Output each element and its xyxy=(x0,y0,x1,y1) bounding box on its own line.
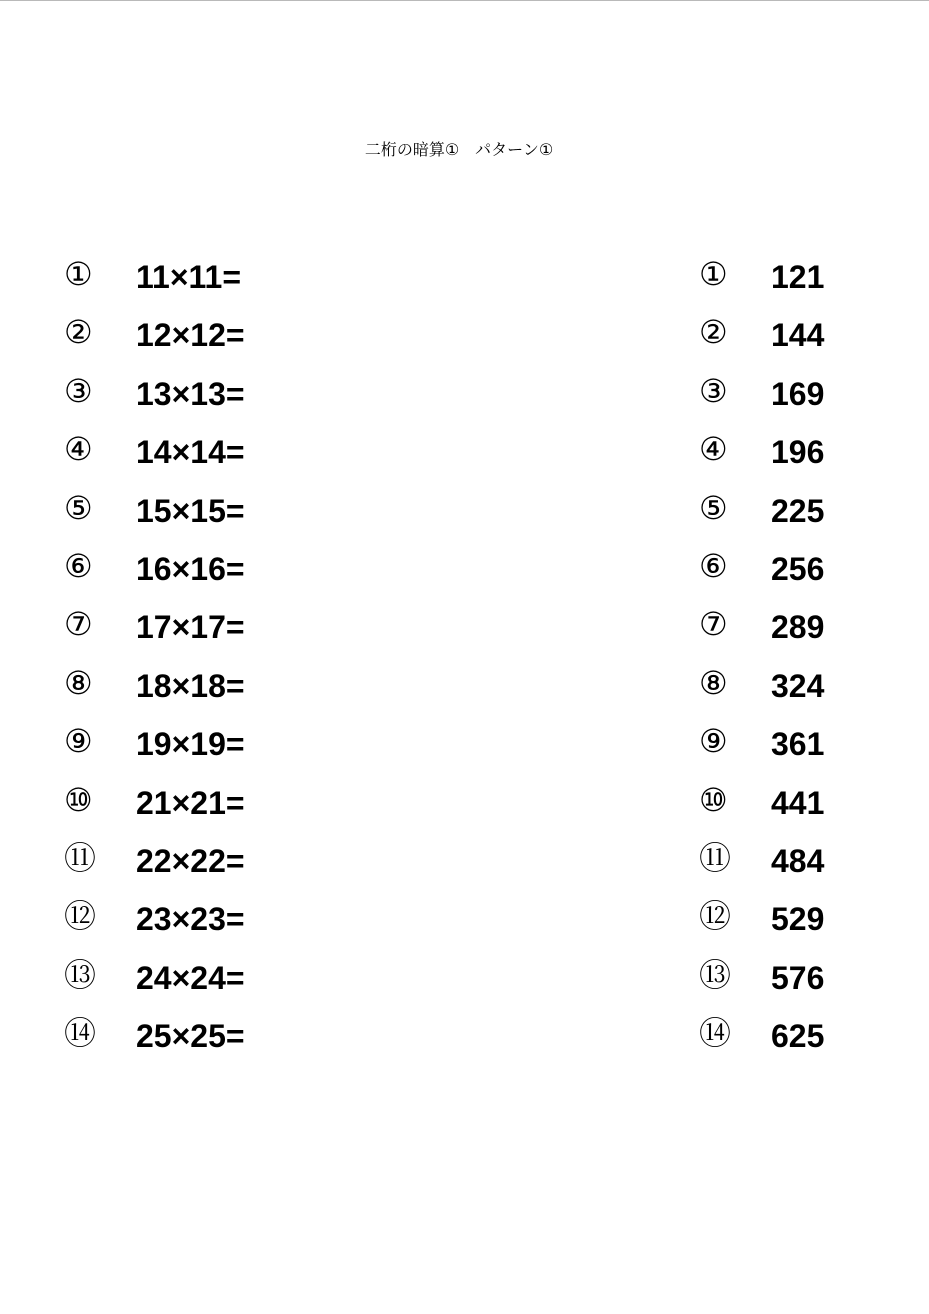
page-title: 二桁の暗算① パターン① xyxy=(364,140,554,159)
question-expression: 18×18= xyxy=(136,667,245,704)
answer-number: ⑨ xyxy=(699,722,728,761)
question-number: ⑧ xyxy=(64,663,93,702)
question-expression: 21×21= xyxy=(136,784,245,821)
answer-value: 529 xyxy=(771,901,825,938)
answer-number: ⑧ xyxy=(699,663,728,702)
question-expression: 19×19= xyxy=(136,726,245,763)
answer-value: 484 xyxy=(771,842,825,879)
answer-value: 169 xyxy=(771,375,825,412)
answer-value: 289 xyxy=(771,609,825,646)
question-number: ⑨ xyxy=(64,722,93,761)
answer-value: 196 xyxy=(771,434,825,471)
answer-number: ① xyxy=(699,255,728,293)
answer-number: ② xyxy=(699,313,728,352)
answer-value: 441 xyxy=(771,784,825,821)
question-expression: 25×25= xyxy=(136,1018,245,1055)
answer-value: 625 xyxy=(771,1018,825,1055)
question-number: ⑩ xyxy=(64,780,93,819)
answer-value: 256 xyxy=(771,550,825,587)
answer-number: ⑬ xyxy=(699,955,732,994)
question-number: ② xyxy=(64,313,93,352)
question-expression: 14×14= xyxy=(136,434,245,471)
answer-number: ⑫ xyxy=(699,897,732,936)
question-number: ⑭ xyxy=(64,1014,97,1053)
question-expression: 22×22= xyxy=(136,842,245,879)
question-number: ⑪ xyxy=(64,838,97,877)
question-expression: 17×17= xyxy=(136,609,245,646)
question-number: ① xyxy=(64,255,93,293)
question-expression: 15×15= xyxy=(136,492,245,529)
answer-value: 121 xyxy=(771,259,825,295)
question-number: ⑦ xyxy=(64,605,93,644)
question-number: ⑤ xyxy=(64,488,93,527)
question-number: ⑬ xyxy=(64,955,97,994)
question-expression: 12×12= xyxy=(136,317,245,354)
answer-value: 225 xyxy=(771,492,825,529)
answer-number: ⑥ xyxy=(699,546,728,585)
answer-number: ⑤ xyxy=(699,488,728,527)
question-expression: 23×23= xyxy=(136,901,245,938)
answer-number: ⑭ xyxy=(699,1014,732,1053)
answer-value: 324 xyxy=(771,667,825,704)
answer-number: ⑪ xyxy=(699,838,732,877)
question-number: ④ xyxy=(64,430,93,469)
answer-value: 361 xyxy=(771,726,825,763)
question-expression: 11×11= xyxy=(136,259,242,295)
answer-value: 576 xyxy=(771,959,825,996)
answer-value: 144 xyxy=(771,317,825,354)
answer-number: ⑦ xyxy=(699,605,728,644)
question-number: ⑫ xyxy=(64,897,97,936)
answer-number: ③ xyxy=(699,371,728,410)
question-expression: 24×24= xyxy=(136,959,245,996)
question-number: ⑥ xyxy=(64,546,93,585)
answer-number: ④ xyxy=(699,430,728,469)
top-border-line xyxy=(0,0,929,1)
answer-number: ⑩ xyxy=(699,780,728,819)
question-expression: 13×13= xyxy=(136,375,245,412)
question-number: ③ xyxy=(64,371,93,410)
question-expression: 16×16= xyxy=(136,550,245,587)
